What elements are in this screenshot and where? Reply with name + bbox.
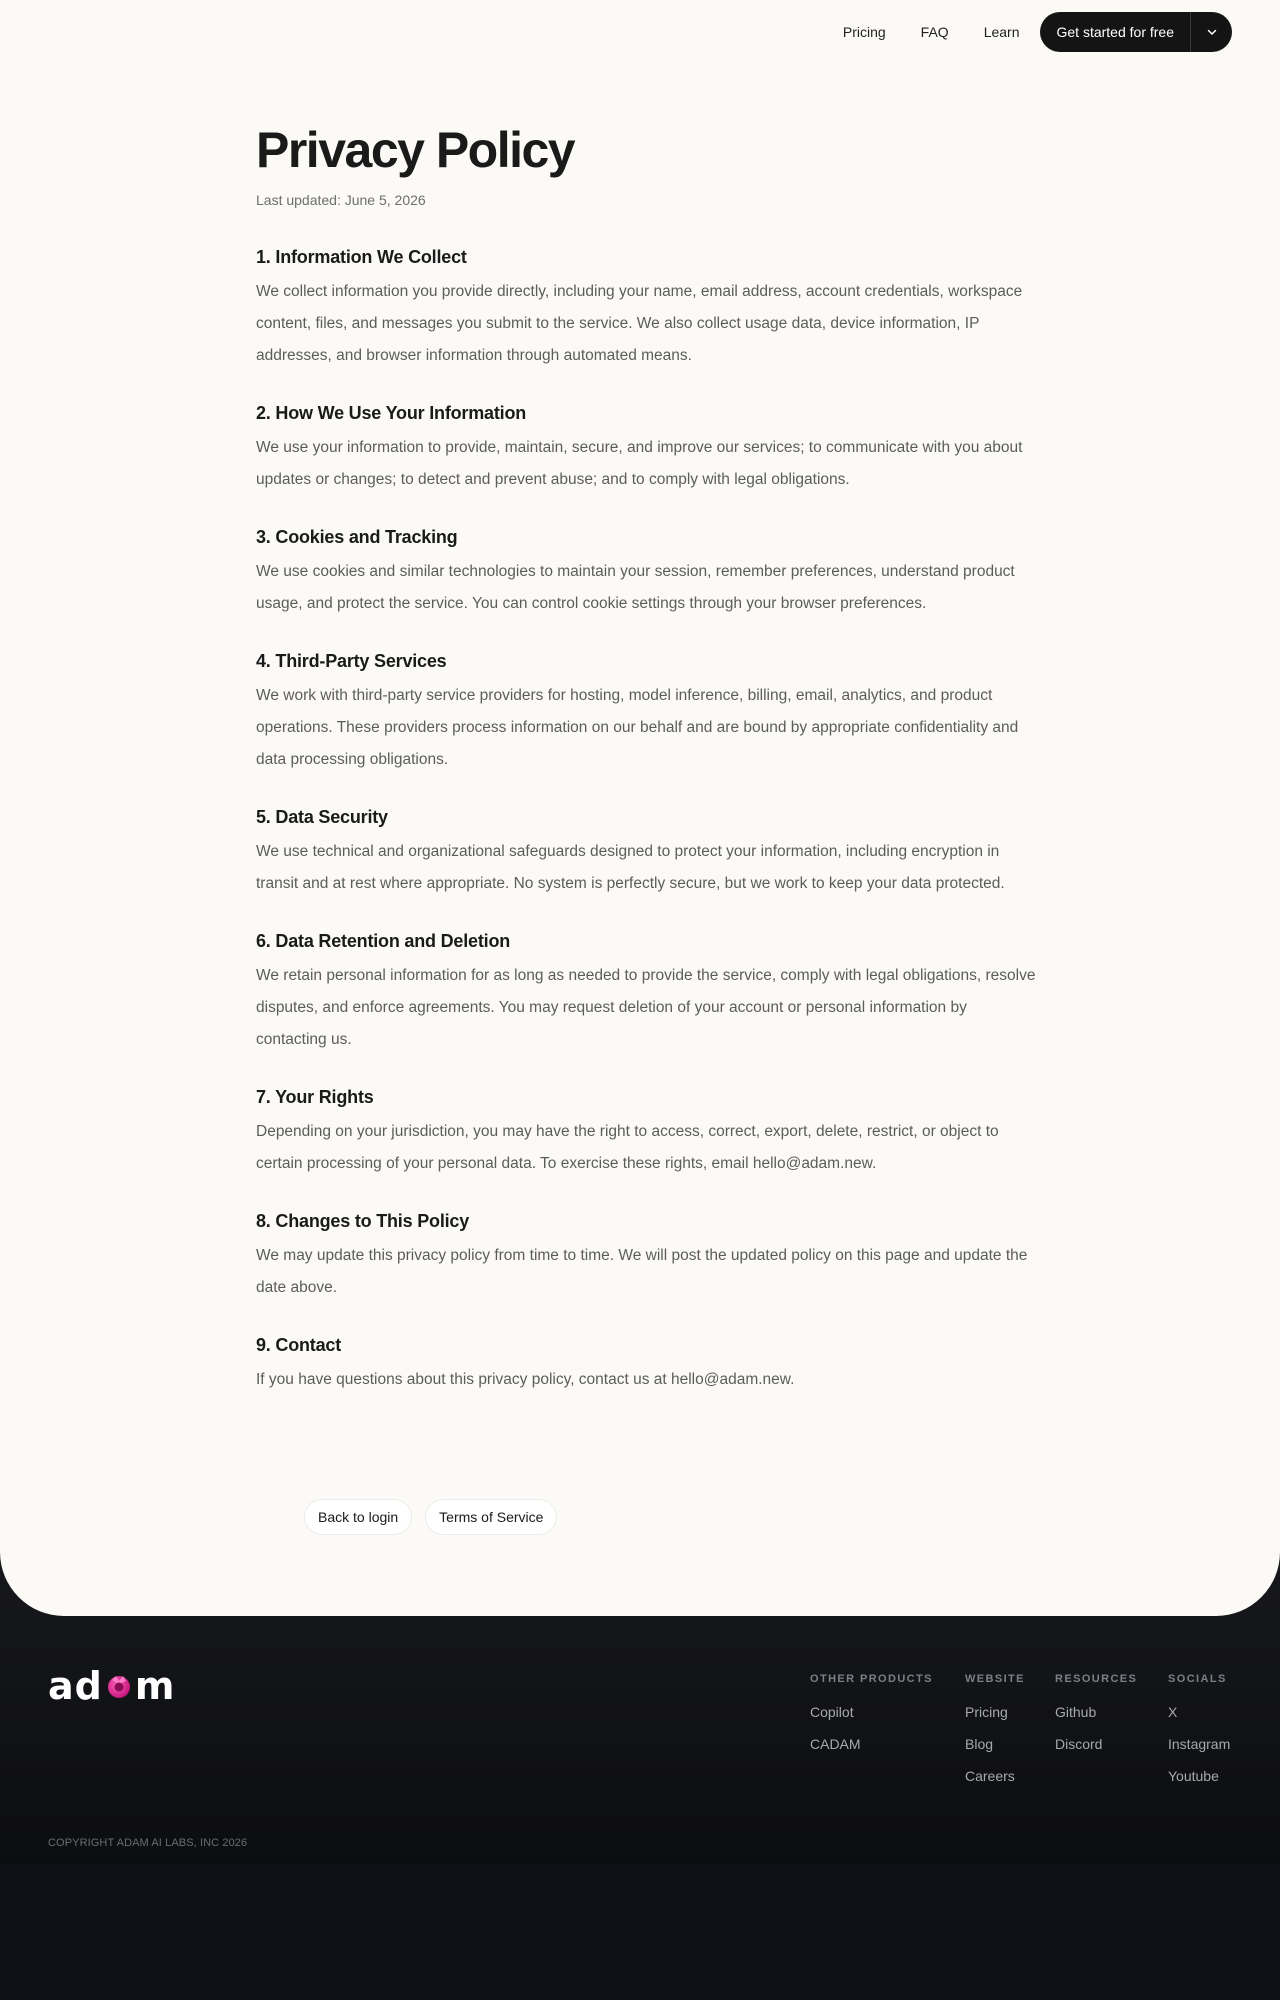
footer-link-pricing[interactable]: Pricing [965, 1704, 1008, 1720]
adam-logo[interactable] [48, 1666, 175, 1706]
section-title: 5. Data Security [256, 807, 388, 827]
section-title: 8. Changes to This Policy [256, 1211, 470, 1231]
footer-link-discord[interactable]: Discord [1055, 1736, 1103, 1752]
terms-of-service-link[interactable]: Terms of Service [425, 1499, 557, 1535]
top-nav [843, 12, 1232, 52]
get-started-button[interactable]: Get started for free [1040, 12, 1192, 52]
adam-logo-mark-icon [105, 1672, 133, 1700]
section-body: If you have questions about this privacy policy, contact us at hello@adam.new. [256, 1371, 795, 1388]
policy-section [256, 1086, 1036, 1180]
copyright: COPYRIGHT ADAM AI LABS, INC 2026 [48, 1837, 248, 1849]
section-body: Depending on your jurisdiction, you may have the right to access, correct, export, delete, restrict, or object to certain processing of your personal data. To exercise these rights, email hello@adam.new. [256, 1123, 999, 1172]
footer-heading: WEBSITE [965, 1673, 1025, 1685]
footer-link-blog[interactable]: Blog [965, 1736, 994, 1752]
section-title: 9. Contact [256, 1335, 342, 1355]
section-title: 2. How We Use Your Information [256, 403, 527, 423]
policy-section [256, 650, 1036, 776]
nav-link-pricing[interactable]: Pricing [842, 24, 886, 40]
footer-link-youtube[interactable]: Youtube [1168, 1768, 1219, 1784]
footer-link-github[interactable]: Github [1055, 1704, 1097, 1720]
section-title: 3. Cookies and Tracking [256, 527, 458, 547]
footer-column-resources [1055, 1672, 1137, 1752]
section-body: We may update this privacy policy from time to time. We will post the updated policy on this page and update the date above. [256, 1247, 1028, 1296]
footer-heading: OTHER PRODUCTS [810, 1673, 933, 1685]
section-body: We collect information you provide directly, including your name, email address, account credentials, workspace content, files, and messages you submit to the service. We also collect usage data, device information, IP addresses, and browser information through automated means. [256, 283, 1023, 364]
section-title: 1. Information We Collect [256, 247, 467, 267]
section-title: 4. Third-Party Services [256, 651, 447, 671]
section-body: We use cookies and similar technologies to maintain your session, remember preferences, understand product usage, and protect the service. You can control cookie settings through your browser preferences. [256, 563, 1015, 612]
section-title: 6. Data Retention and Deletion [256, 931, 511, 951]
policy-section [256, 526, 1036, 620]
footer-link-cadam[interactable]: CADAM [810, 1736, 861, 1752]
cta-dropdown-button[interactable] [1191, 12, 1232, 52]
section-body: We use your information to provide, maintain, secure, and improve our services; to communicate with you about updates or changes; to detect and prevent abuse; and to comply with legal obligations. [256, 439, 1023, 488]
footer-column-socials [1168, 1672, 1230, 1784]
logo-text-ad: ad [48, 1664, 103, 1708]
policy-links [304, 1499, 570, 1535]
last-updated: Last updated: June 5, 2026 [256, 192, 426, 208]
policy-section [256, 1210, 1036, 1304]
section-body: We use technical and organizational safeguards designed to protect your information, including encryption in transit and at rest where appropriate. No system is perfectly secure, but we work to keep your data protected. [256, 843, 1005, 892]
footer-link-instagram[interactable]: Instagram [1168, 1736, 1231, 1752]
nav-link-learn[interactable]: Learn [983, 24, 1020, 40]
policy-section [256, 930, 1036, 1056]
footer-column-website [965, 1672, 1025, 1784]
policy-section [256, 1334, 1036, 1396]
section-body: We work with third-party service providers for hosting, model inference, billing, email, analytics, and product operations. These providers process information on our behalf and are bound by appropriate confidentiality and data processing obligations. [256, 687, 1019, 768]
chevron-down-icon [1206, 26, 1218, 38]
get-started-split-button [1040, 12, 1233, 52]
section-body: We retain personal information for as long as needed to provide the service, comply with legal obligations, resolve disputes, and enforce agreements. You may request deletion of your account or personal information by contacting us. [256, 967, 1036, 1048]
page-title: Privacy Policy [256, 122, 575, 178]
section-title: 7. Your Rights [256, 1087, 374, 1107]
logo-text-m: m [134, 1664, 176, 1708]
footer-link-careers[interactable]: Careers [965, 1768, 1015, 1784]
footer-heading: RESOURCES [1055, 1673, 1138, 1685]
footer-link-x[interactable]: X [1168, 1704, 1178, 1720]
nav-link-faq[interactable]: FAQ [920, 24, 949, 40]
footer-heading: SOCIALS [1168, 1673, 1227, 1685]
footer-column-other-products [810, 1672, 933, 1752]
policy-section [256, 246, 1036, 372]
policy-content [256, 120, 1036, 1396]
policy-section [256, 806, 1036, 900]
footer-link-copilot[interactable]: Copilot [810, 1704, 854, 1720]
policy-section [256, 402, 1036, 496]
back-to-login-link[interactable]: Back to login [304, 1499, 412, 1535]
